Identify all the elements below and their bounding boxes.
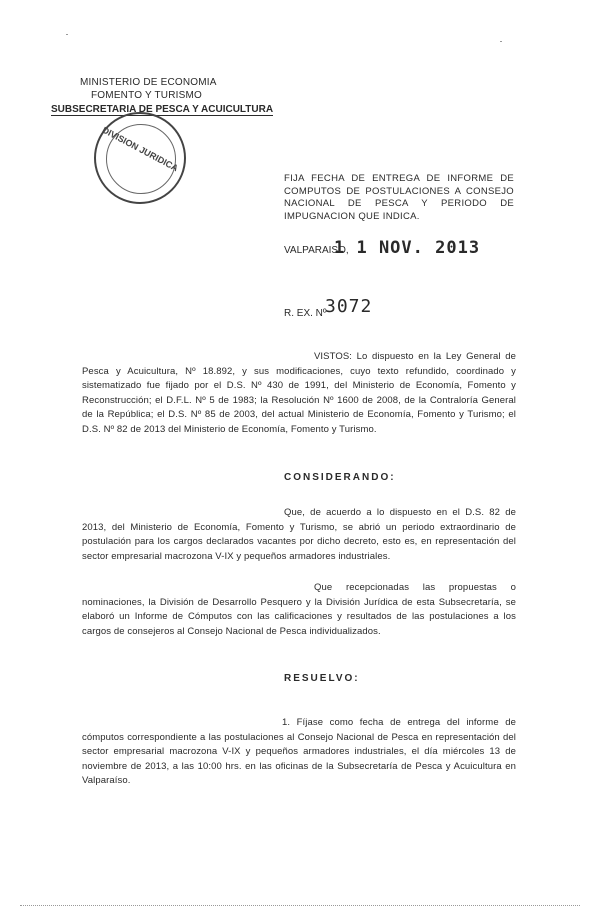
resuelvo-heading: RESUELVO:: [284, 673, 360, 684]
date-stamp: 1 1 NOV. 2013: [334, 238, 481, 258]
resuelvo-paragraph-1: 1. Fíjase como fecha de entrega del informe de cómputos correspondiente a las postulaciones al Consejo Nacional de Pesca en representación del sector empresarial macrozona V-IX y pequeños armadores industriales, el día miércoles 13 de noviembre de 2013, a las 10:00 hrs. en las oficinas de la Subsecretaría de Pesca y Acuicultura en Valparaíso.: [82, 717, 516, 786]
considerando-paragraph-1: Que, de acuerdo a lo dispuesto en el D.S. 82 de 2013, del Ministerio de Economía, Fomento y Turismo, se abrió un periodo extraordinario de postulación para los cargos declarados vacantes por dicho decreto, esto es, en representación del sector empresarial macrozona V-IX y pequeños armadores industriales.: [82, 507, 516, 562]
ministry-name: MINISTERIO DE ECONOMIA: [80, 77, 217, 88]
scan-speck: [500, 41, 502, 42]
ministry-subname: FOMENTO Y TURISMO: [91, 90, 203, 101]
considerando-paragraph-2: Que recepcionadas las propuestas o nominaciones, la División de Desarrollo Pesquero y la División Jurídica de esta Subsecretaría, se elaboró un Informe de Cómputos con las calificaciones y resultados de las postulaciones a los cargos de consejeros al Consejo Nacional de Pesca individualizados.: [82, 582, 516, 637]
resolution-label: R. EX. Nº: [284, 308, 327, 319]
resolution-number: 3072: [325, 296, 373, 317]
vistos-paragraph: VISTOS: Lo dispuesto en la Ley General de Pesca y Acuicultura, Nº 18.892, y sus modificaciones, cuyo texto refundido, coordinado y sistematizado fue fijado por el D.S. Nº 430 de 1991, del Ministerio de Economía, Fomento y Reconstrucción; el D.F.L. Nº 5 de 1983; la Resolución Nº 1600 de 2008, de la Contraloría General de la República; el D.S. Nº 85 de 2003, del actual Ministerio de Economía, Fomento y Turismo; el D.S. Nº 82 de 2013 del Ministerio de Economía, Fomento y Turismo.: [82, 351, 516, 435]
scan-speck: [66, 34, 68, 35]
stamp-center-text: DIVISION JURIDICA: [100, 124, 180, 174]
considerando-heading: CONSIDERANDO:: [284, 472, 396, 483]
scan-edge-line: [20, 905, 580, 906]
division-stamp: [94, 112, 186, 204]
undersecretariat-name: SUBSECRETARIA DE PESCA Y ACUICULTURA: [51, 104, 274, 115]
document-subject: FIJA FECHA DE ENTREGA DE INFORME DE COMPUTOS DE POSTULACIONES A CONSEJO NACIONAL DE PESCA Y PERIODO DE IMPUGNACION QUE INDICA.: [284, 173, 514, 222]
place-label: VALPARAISO,: [284, 245, 349, 256]
